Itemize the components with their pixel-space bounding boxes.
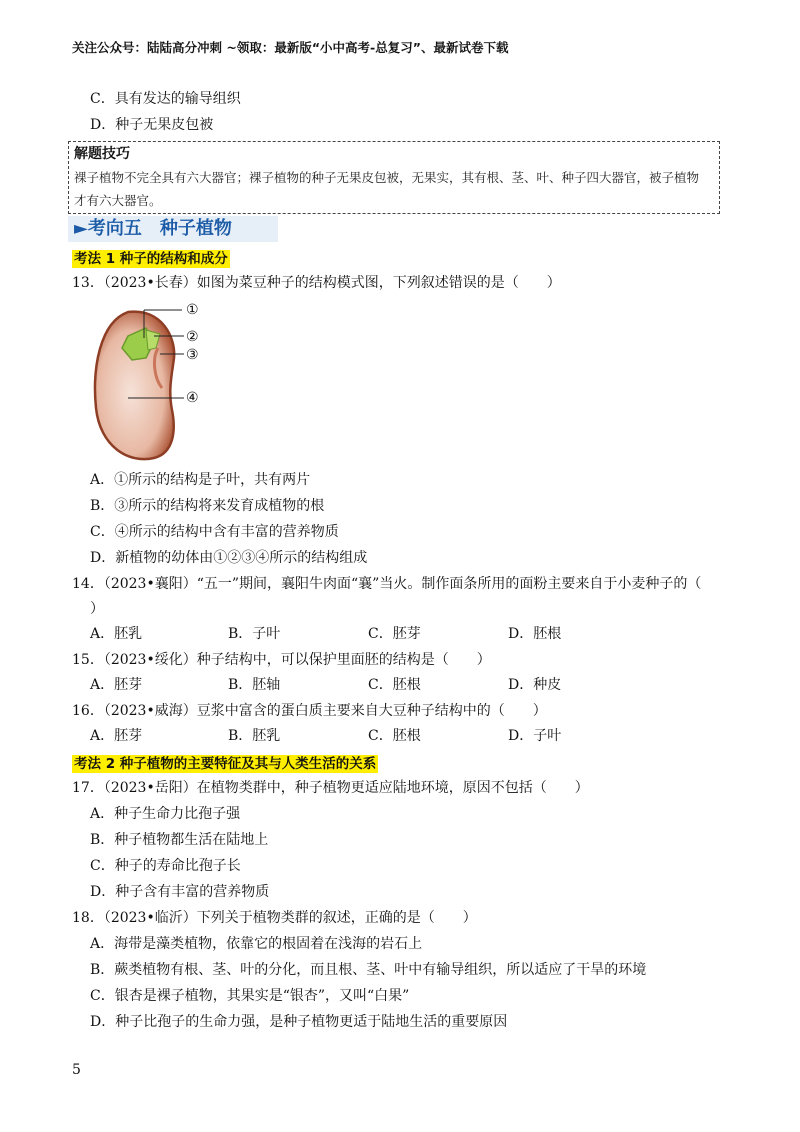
q16-option-a: A．胚芽	[90, 728, 143, 744]
q14-option-c: C．胚芽	[368, 626, 421, 642]
q15-option-a: A．胚芽	[90, 677, 143, 693]
q16-option-b: B．胚乳	[228, 728, 281, 744]
q13-option-d: D．新植物的幼体由①②③④所示的结构组成	[90, 550, 368, 566]
q17-stem: 17．（2023•岳阳）在植物类群中，种子植物更适应陆地环境，原因不包括（ ）	[72, 780, 589, 796]
q13-option-c: C．④所示的结构中含有丰富的营养物质	[90, 524, 339, 540]
kaofa-2-heading	[72, 752, 378, 772]
q15-option-b: B．胚轴	[228, 677, 281, 693]
q15-option-d: D．种皮	[508, 677, 562, 693]
diagram-label-2: ②	[186, 329, 199, 345]
kaofa-1-heading	[72, 247, 230, 267]
q14-stem-line1: 14．（2023•襄阳）“五一”期间，襄阳牛肉面“襄”当火。制作面条所用的面粉主要来自于小麦种子的（	[72, 576, 702, 592]
q17-option-d: D．种子含有丰富的营养物质	[90, 884, 270, 900]
q17-option-c: C．种子的寿命比孢子长	[90, 858, 241, 874]
q18-option-b: B．蕨类植物有根、茎、叶的分化，而且根、茎、叶中有输导组织，所以适应了干旱的环境	[90, 962, 647, 978]
diagram-label-4: ④	[186, 390, 199, 406]
q18-option-d: D．种子比孢子的生命力强，是种子植物更适于陆地生活的重要原因	[90, 1014, 508, 1030]
q13-option-a: A．①所示的结构是子叶，共有两片	[90, 472, 311, 488]
q13-option-b: B．③所示的结构将来发育成植物的根	[90, 498, 325, 514]
diagram-label-1: ①	[186, 302, 199, 318]
q16-option-d: D．子叶	[508, 728, 562, 744]
q17-option-b: B．种子植物都生活在陆地上	[90, 832, 269, 848]
prev-option-d: D．种子无果皮包被	[90, 117, 214, 133]
q18-option-a: A．海带是藻类植物，依靠它的根固着在浅海的岩石上	[90, 936, 423, 952]
kaofa-1-label: 考法 1 种子的结构和成分	[74, 251, 228, 267]
q18-option-c: C．银杏是裸子植物，其果实是“银杏”，又叫“白果”	[90, 988, 410, 1004]
prev-option-c: C．具有发达的输导组织	[90, 91, 241, 107]
q16-stem: 16．（2023•威海）豆浆中富含的蛋白质主要来自大豆种子结构中的（ ）	[72, 703, 547, 719]
q14-option-d: D．胚根	[508, 626, 562, 642]
section-title: ►考向五 种子植物	[74, 218, 232, 239]
page-number: 5	[72, 1062, 81, 1078]
q13-stem: 13．（2023•长春）如图为菜豆种子的结构模式图，下列叙述错误的是（ ）	[72, 275, 561, 291]
q17-option-a: A．种子生命力比孢子强	[90, 806, 241, 822]
diagram-label-3: ③	[186, 347, 199, 363]
q14-option-b: B．子叶	[228, 626, 281, 642]
q15-stem: 15．（2023•绥化）种子结构中，可以保护里面胚的结构是（ ）	[72, 652, 491, 668]
bean-seed-diagram	[88, 298, 218, 468]
page-header: 关注公众号：陆陆高分冲刺 ~领取：最新版“小中高考-总复习”、最新试卷下载	[72, 40, 509, 55]
q14-option-a: A．胚乳	[90, 626, 143, 642]
q18-stem: 18．（2023•临沂）下列关于植物类群的叙述，正确的是（ ）	[72, 910, 477, 926]
kaofa-2-label: 考法 2 种子植物的主要特征及其与人类生活的关系	[74, 756, 377, 772]
q15-option-c: C．胚根	[368, 677, 421, 693]
tips-title: 解题技巧	[74, 146, 130, 162]
q16-option-c: C．胚根	[368, 728, 421, 744]
tips-text: 裸子植物不完全具有六大器官；裸子植物的种子无果皮包被，无果实，其有根、茎、叶、种子四大器官，被子植物才有六大器官。	[74, 170, 700, 208]
q14-stem-line2: ）	[90, 601, 104, 617]
